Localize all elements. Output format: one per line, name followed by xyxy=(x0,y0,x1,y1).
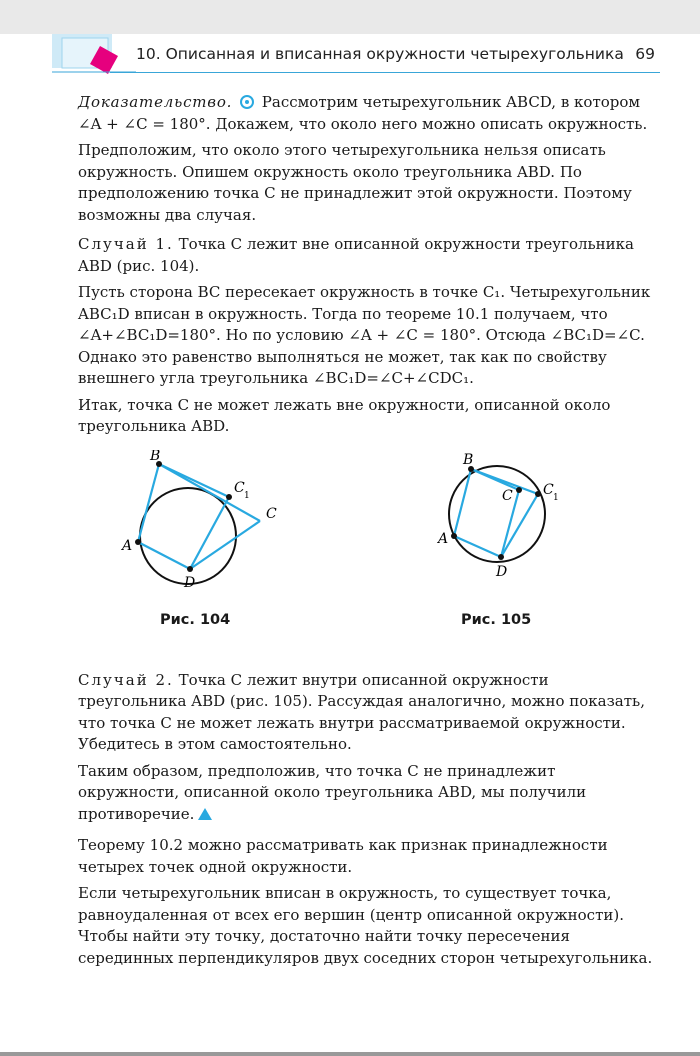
label-C-104: C xyxy=(266,505,277,522)
figure-105-caption: Рис. 105 xyxy=(461,611,532,628)
figure-105 xyxy=(436,452,559,580)
page-number: 69 xyxy=(635,45,655,63)
label-D-105: D xyxy=(496,563,508,580)
case1-paragraph xyxy=(78,234,656,277)
bottom-bar xyxy=(0,1052,700,1056)
proof-end-icon xyxy=(198,808,212,820)
case1-text: Точка C лежит вне описанной окружности треугольника ABD (рис. 104). xyxy=(78,235,634,275)
page-content xyxy=(78,92,656,974)
proof-text: Рассмотрим четырехугольник ABCD, в котором ∠A + ∠C = 180°. Докажем, что около него можно описать окружность. xyxy=(78,93,648,133)
figure-104-caption: Рис. 104 xyxy=(160,611,231,628)
top-toolbar xyxy=(0,0,700,35)
page-header-title: 10. Описанная и вписанная окружности четырехугольника xyxy=(136,45,624,63)
label-C1-sub-104: 1 xyxy=(244,490,250,501)
case1-heading: Случай 1. xyxy=(78,235,174,253)
label-C1-104: C xyxy=(234,479,245,496)
case2-text: Точка C лежит внутри описанной окружности треугольника ABD (рис. 105). Рассуждая аналогично, можно показать, что точка C не может лежать внутри рассматриваемой окружности. Убедитесь в этом самостоятельно. xyxy=(78,670,645,753)
label-B-105: B xyxy=(463,451,474,468)
proof-paragraph xyxy=(78,92,656,135)
label-C1-105: C xyxy=(543,481,554,498)
paragraph: Если четырехугольник вписан в окружность, то существует точка, равноудаленная от всех его вершин (центр описанной окружности). Чтобы найти эту точку, достаточно найти точку пересечения серединных перпендикуляров двух соседних сторон четырехугольника. xyxy=(78,884,653,967)
label-A-104: A xyxy=(122,537,133,554)
label-C1-sub-105: 1 xyxy=(553,492,559,503)
chapter-logo-icon xyxy=(48,34,138,74)
label-D-104: D xyxy=(184,574,196,591)
proof-start-icon xyxy=(240,95,254,109)
figure-104 xyxy=(120,450,277,591)
label-A-105: A xyxy=(438,530,449,547)
case2-heading: Случай 2. xyxy=(78,670,174,689)
paragraph: Теорему 10.2 можно рассматривать как признак принадлежности четырех точек одной окружности. xyxy=(78,836,608,876)
header-rule xyxy=(110,72,660,73)
figures-area xyxy=(78,450,656,662)
quadrilateral-104 xyxy=(138,464,229,569)
paragraph: Пусть сторона BC пересекает окружность в точке C₁. Четырехугольник ABC₁D вписан в окружность. Тогда по теореме 10.1 получаем, что ∠A+∠BC₁D=180°. Но по условию ∠A + ∠C = 180°. Отсюда ∠BC₁D=∠C. Однако это равенство выполняться не может, так как по свойству внешнего угла треугольника ∠BC₁D=∠C+∠CDC₁. xyxy=(78,283,651,387)
conclusion-text: Таким образом, предположив, что точка C не принадлежит окружности, описанной около треугольника ABD, мы получили противоречие. xyxy=(78,761,587,823)
page-header xyxy=(48,44,660,72)
label-B-104: B xyxy=(150,449,161,464)
paragraph: Итак, точка C не может лежать вне окружности, описанной около треугольника ABD. xyxy=(78,395,611,435)
proof-heading: Доказательство. xyxy=(78,93,233,111)
paragraph: Предположим, что около этого четырехугольника нельзя описать окружность. Опишем окружность около треугольника ABD. По предположению точка C не принадлежит этой окружности. Поэтому возможны два случая. xyxy=(78,141,632,224)
label-C-105: C xyxy=(502,487,513,504)
conclusion-paragraph xyxy=(78,761,656,826)
case2-paragraph xyxy=(78,670,656,756)
